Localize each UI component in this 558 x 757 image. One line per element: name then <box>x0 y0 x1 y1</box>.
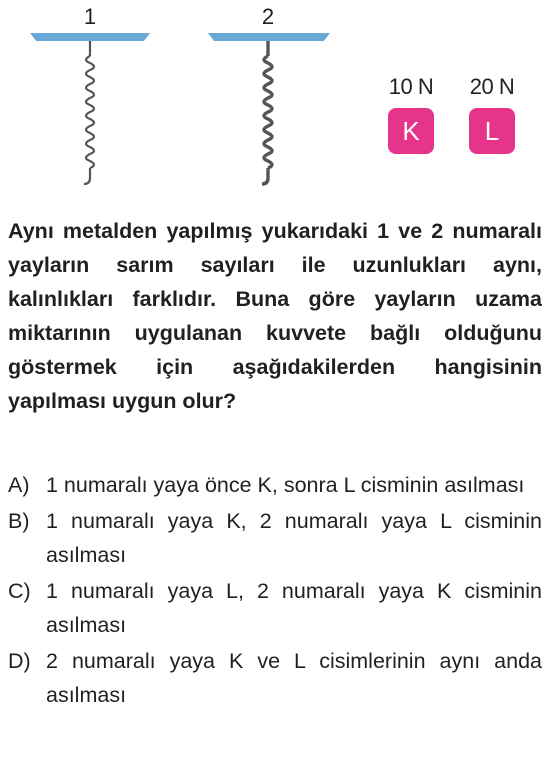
option-b-letter: B) <box>8 509 30 533</box>
option-d[interactable] <box>8 644 542 712</box>
question-text: Aynı metalden yapılmış yukarıdaki 1 ve 2 numaralı yayların sarım sayıları ile uzunlukları aynı, kalınlıkları farklıdır. Buna göre yayların uzama miktarının uygulanan kuvvete bağlı olduğunu göstermek için aşağıdakilerden hangisinin yapılması uygun olur? <box>8 219 542 413</box>
weight-k-force: 10 N <box>388 74 434 99</box>
figure <box>0 0 558 200</box>
option-d-text: 2 numaralı yaya K ve L cisimlerinin aynı anda asılması <box>46 649 542 707</box>
option-a-letter: A) <box>8 473 30 497</box>
weight-k-block: K <box>388 108 434 154</box>
spring-1-coil <box>86 56 94 168</box>
option-d-letter: D) <box>8 649 31 673</box>
spring-1 <box>30 33 150 184</box>
spring-2-coil <box>264 56 272 168</box>
answer-options <box>8 468 542 714</box>
option-a[interactable] <box>8 468 542 502</box>
option-b[interactable] <box>8 504 542 572</box>
weight-k <box>376 74 446 154</box>
weight-l-block: L <box>469 108 515 154</box>
option-a-text: 1 numaralı yaya önce K, sonra L cisminin asılması <box>46 473 525 497</box>
option-c-letter: C) <box>8 579 31 603</box>
spring-2-hook-bottom <box>262 168 268 184</box>
option-b-text: 1 numaralı yaya K, 2 numaralı yaya L cisminin asılması <box>46 509 542 567</box>
spring-1-label: 1 <box>83 4 97 29</box>
weight-l-force: 20 N <box>469 74 515 99</box>
spring-2 <box>208 33 330 184</box>
ceiling-2 <box>208 33 330 41</box>
spring-2-label: 2 <box>261 4 275 29</box>
ceiling-1 <box>30 33 150 41</box>
option-c-text: 1 numaralı yaya L, 2 numaralı yaya K cisminin asılması <box>46 579 542 637</box>
spring-1-hook-bottom <box>84 168 90 184</box>
weight-l <box>457 74 527 154</box>
option-c[interactable] <box>8 574 542 642</box>
